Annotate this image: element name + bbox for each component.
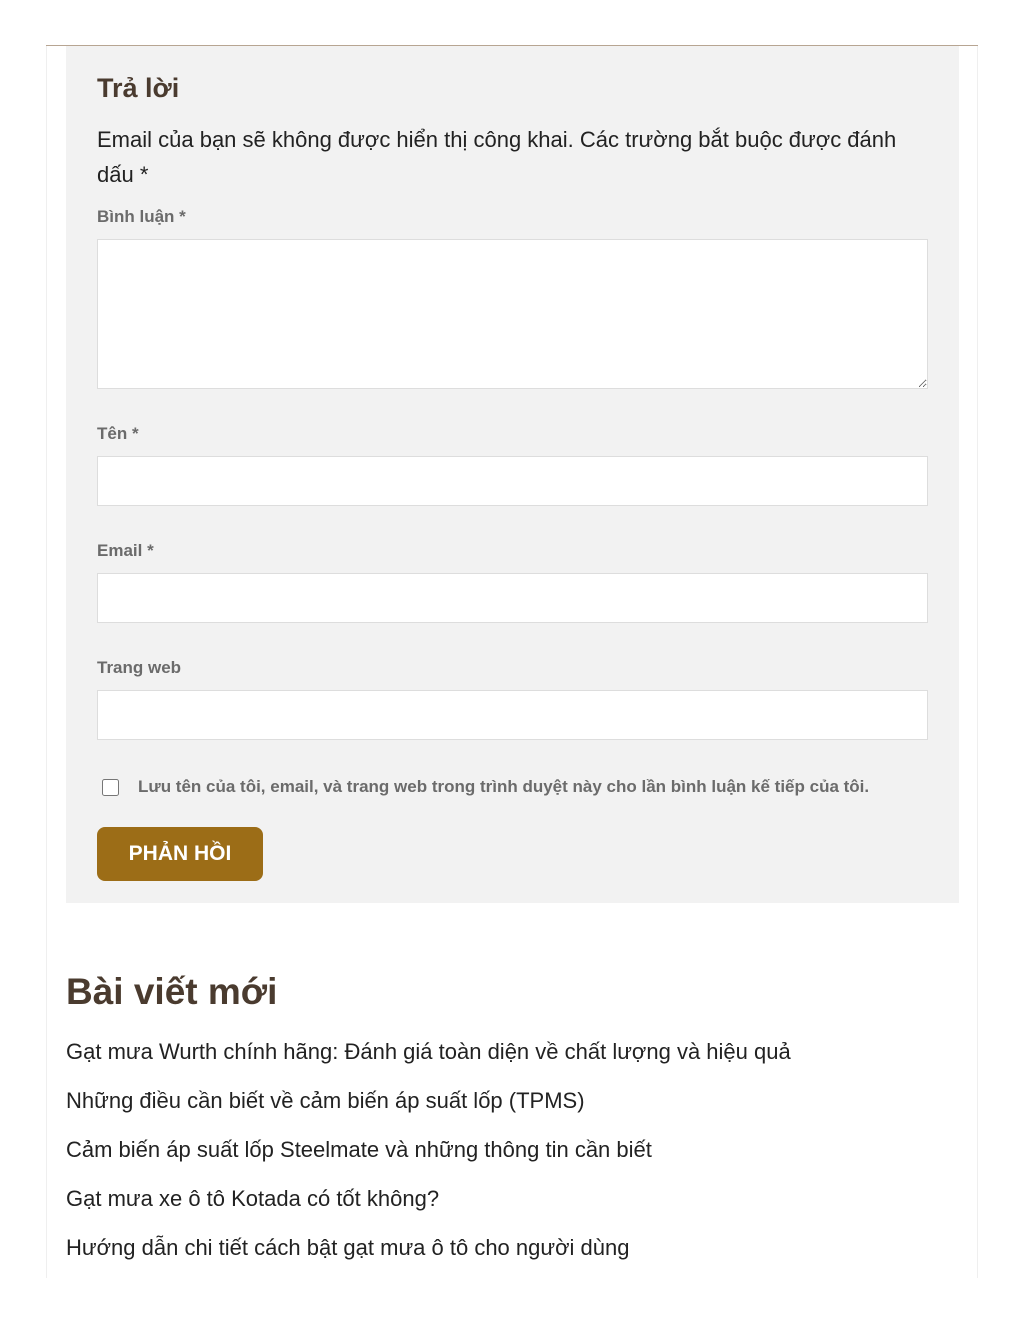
recent-post-link[interactable]: Hướng dẫn chi tiết cách bật gạt mưa ô tô cho người dùng	[66, 1235, 630, 1260]
recent-post-link[interactable]: Những điều cần biết về cảm biến áp suất lốp (TPMS)	[66, 1088, 585, 1113]
list-item	[66, 1178, 791, 1227]
list-item	[66, 1227, 791, 1276]
recent-post-link[interactable]: Gạt mưa Wurth chính hãng: Đánh giá toàn diện về chất lượng và hiệu quả	[66, 1039, 791, 1064]
website-field[interactable]	[97, 690, 928, 740]
list-item	[66, 1031, 791, 1080]
recent-post-link[interactable]: Gạt mưa xe ô tô Kotada có tốt không?	[66, 1186, 440, 1211]
recent-posts-list	[66, 1031, 791, 1276]
submit-button[interactable]: PHẢN HỒI	[97, 827, 263, 881]
list-item	[66, 1129, 791, 1178]
comment-textarea[interactable]	[97, 239, 928, 389]
consent-checkbox[interactable]	[102, 779, 119, 796]
comment-label: Bình luận *	[97, 207, 186, 226]
email-field[interactable]	[97, 573, 928, 623]
consent-row	[100, 777, 869, 797]
website-label: Trang web	[97, 658, 182, 677]
recent-posts-title: Bài viết mới	[66, 971, 278, 1012]
comment-notes: Email của bạn sẽ không được hiển thị công khai. Các trường bắt buộc được đánh dấu *	[97, 127, 897, 187]
recent-post-link[interactable]: Cảm biến áp suất lốp Steelmate và những thông tin cần biết	[66, 1137, 652, 1162]
email-label: Email *	[97, 541, 154, 560]
reply-title: Trả lời	[97, 73, 180, 103]
list-item	[66, 1080, 791, 1129]
name-label: Tên *	[97, 424, 139, 443]
consent-label[interactable]: Lưu tên của tôi, email, và trang web trong trình duyệt này cho lần bình luận kế tiếp của tôi.	[138, 777, 870, 796]
name-field[interactable]	[97, 456, 928, 506]
